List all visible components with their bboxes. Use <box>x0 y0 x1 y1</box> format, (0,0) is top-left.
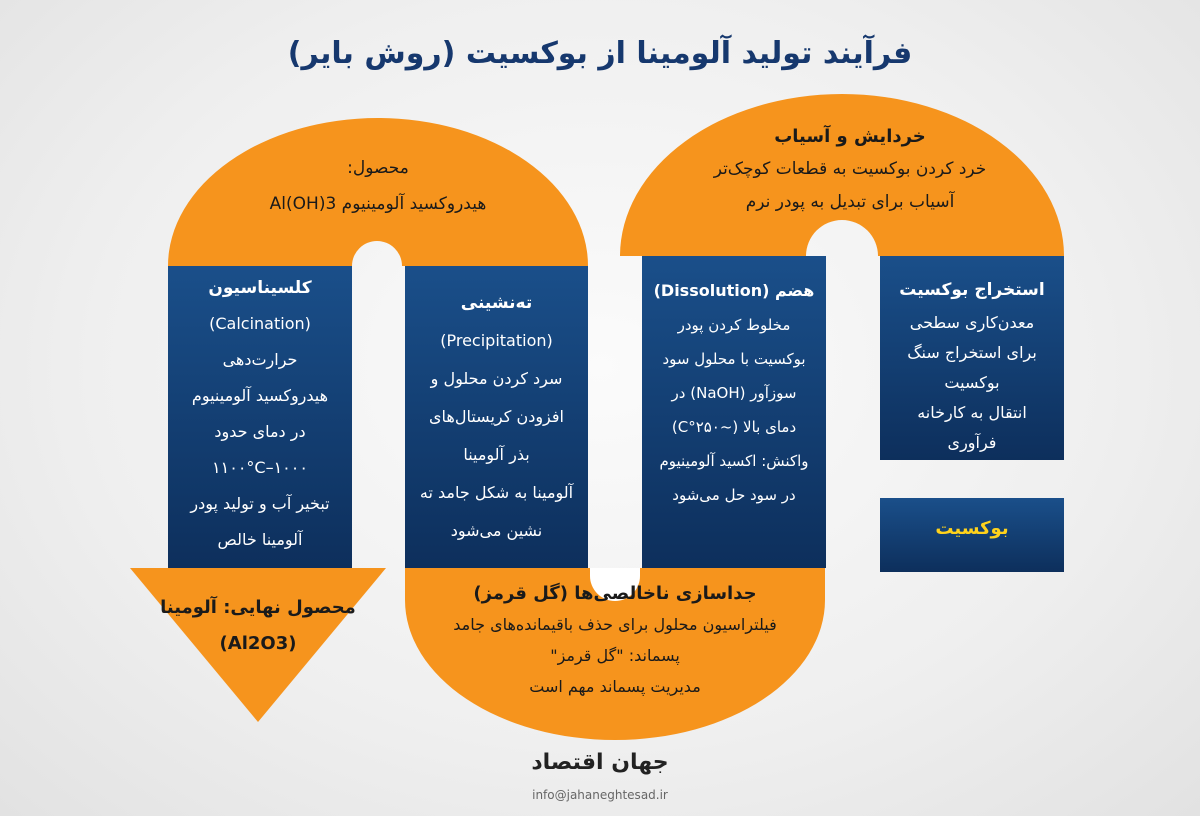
digestion-title: هضم (Dissolution) <box>653 281 815 300</box>
digestion-step <box>642 274 826 512</box>
extraction-title: استخراج بوکسیت <box>899 280 1045 300</box>
page-title: فرآیند تولید آلومینا از بوکسیت (روش بایر) <box>287 36 913 71</box>
digestion-line: در سود حل می‌شود <box>672 486 796 504</box>
separation-title: جداسازی ناخالصی‌ها (گل قرمز) <box>473 583 757 604</box>
grinding-line: آسیاب برای تبدیل به پودر نرم <box>745 192 955 212</box>
intermediate-product <box>168 150 588 222</box>
calcination-title: کلسیناسیون <box>208 278 312 298</box>
digestion-line: سوزآور (NaOH) در <box>671 384 797 402</box>
digestion-line: بوکسیت با محلول سود <box>662 350 806 368</box>
precipitation-line: بذر آلومینا <box>463 445 530 464</box>
start-label: بوکسیت <box>935 518 1009 539</box>
calcination-line: تبخیر آب و تولید پودر <box>190 494 330 513</box>
extraction-line: برای استخراج سنگ <box>907 343 1037 362</box>
separation-line: فیلتراسیون محلول برای حذف باقیمانده‌های جامد <box>453 615 777 634</box>
extraction-line: معدن‌کاری سطحی <box>909 313 1035 332</box>
calcination-line: حرارت‌دهی <box>222 350 298 369</box>
calcination-line: در دمای حدود <box>214 422 306 441</box>
calcination-line: هیدروکسید آلومینیوم <box>191 386 329 405</box>
grinding-title: خردایش و آسیاب <box>774 126 926 147</box>
digestion-line: مخلوط کردن پودر <box>677 316 791 334</box>
intermediate-product-title: محصول: <box>347 158 409 178</box>
precipitation-line: نشین می‌شود <box>450 521 543 540</box>
grinding-line: خرد کردن بوکسیت به قطعات کوچک‌تر <box>713 159 987 179</box>
final-product-formula: (Al2O3) <box>219 633 297 654</box>
digestion-line: دمای بالا (~۲۵۰°C) <box>671 418 797 436</box>
final-product <box>150 590 366 662</box>
precipitation-step <box>405 284 588 550</box>
calcination-line: آلومینا خالص <box>217 530 303 549</box>
precipitation-title: ته‌نشینی <box>460 293 533 313</box>
precipitation-line: سرد کردن محلول و <box>430 369 563 388</box>
precipitation-subtitle: (Precipitation) <box>440 331 553 350</box>
final-product-title: محصول نهایی: آلومینا <box>160 597 356 618</box>
precipitation-line: آلومینا به شکل جامد ته <box>419 483 574 502</box>
calcination-step <box>168 270 352 558</box>
calcination-subtitle: (Calcination) <box>209 314 311 333</box>
calcination-line: ۱۰۰۰–۱۱۰۰°C <box>212 458 308 477</box>
contact-email[interactable]: info@jahaneghtesad.ir <box>532 788 668 802</box>
brand-logo: جهان اقتصاد <box>531 750 669 775</box>
grinding-step <box>640 120 1060 219</box>
extraction-step <box>880 272 1064 458</box>
separation-line: پسماند: "گل قرمز" <box>550 646 680 665</box>
separation-step <box>405 578 825 702</box>
intermediate-product-formula: هیدروکسید آلومینیوم Al(OH)3 <box>269 194 487 214</box>
extraction-line: انتقال به کارخانه <box>917 403 1027 422</box>
precipitation-line: افزودن کریستال‌های <box>429 407 564 426</box>
separation-line: مدیریت پسماند مهم است <box>529 677 701 696</box>
digestion-line: واکنش: اکسید آلومینیوم <box>659 452 809 470</box>
extraction-line: بوکسیت <box>944 373 1000 392</box>
extraction-line: فرآوری <box>947 433 997 452</box>
